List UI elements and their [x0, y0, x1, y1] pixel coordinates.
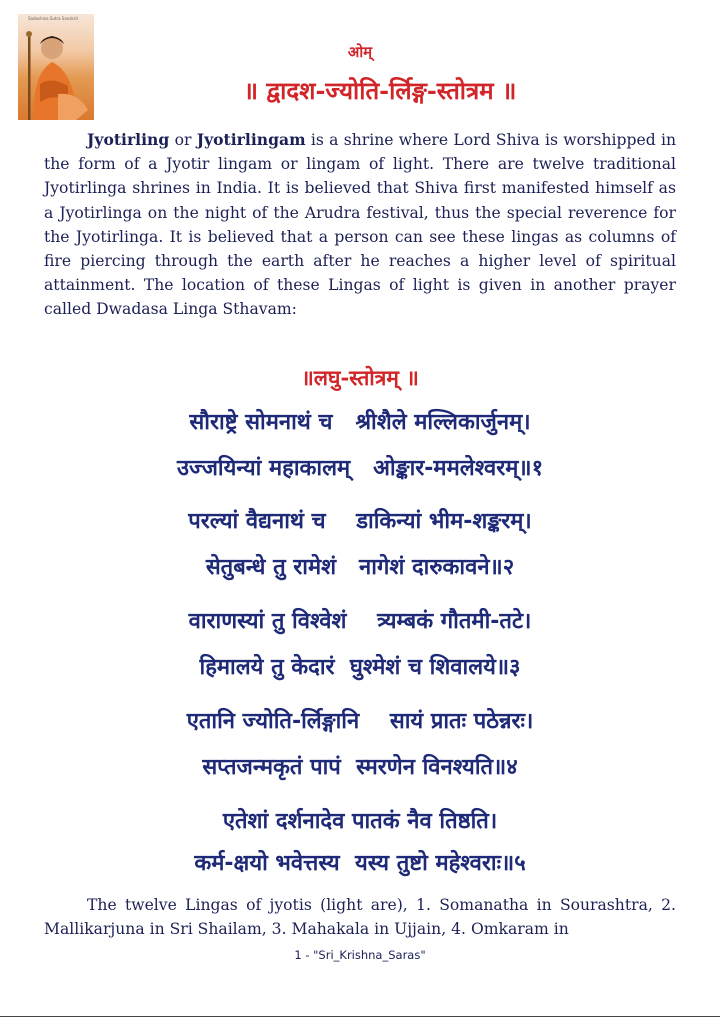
- verse-line-9: एतेशां दर्शनादेव पातकं नैव तिष्ठति।: [222, 809, 498, 834]
- section-subtitle: ॥लघु-स्तोत्रम् ॥: [301, 365, 419, 390]
- closing-paragraph: The twelve Lingas of jyotis (light are), 1. Somanatha in Sourashtra, 2. Mallikarjuna in Sri Shailam, 3. Mahakala in Ujjain, 4. Omkaram in: [44, 896, 676, 939]
- verse-line-3: परल्यां वैद्यनाथं च डाकिन्यां भीम-शङ्करम्।: [188, 509, 532, 534]
- verse-line-4: सेतुबन्धे तु रामेशं नागेशं दारुकावने॥२: [205, 555, 515, 580]
- page-title: ॥ द्वादश-ज्योति-र्लिङ्ग-स्तोत्रम ॥: [243, 76, 517, 105]
- verse-line-6: हिमालये तु केदारं घुश्मेशं च शिवालये॥३: [199, 655, 521, 680]
- portrait-caption: Sadashiva Sutra Sanskrit: [28, 16, 79, 21]
- verse-line-7: एतानि ज्योति-र्लिङ्गानि सायं प्रातः पठेन्नरः।: [186, 709, 534, 734]
- intro-text: is a shrine where Lord Shiva is worshipped in the form of a Jyotir lingam or lingam of light. There are twelve traditional Jyotirlinga shrines in India. It is believed that Shiva first manifested himself as a Jyotirlinga on the night of the Arudra festival, thus the special reverence for the Jyotirlinga. It is believed that a person can see these lingas as columns of fire piercing through the earth after he reaches a higher level of spiritual attainment. The location of these Lingas of light is given in another prayer called Dwadasa Linga Sthavam:: [44, 131, 676, 319]
- intro-or: or: [169, 131, 197, 149]
- term-jyotirlingam: Jyotirlingam: [196, 130, 306, 149]
- page-footer: 1 - "Sri_Krishna_Saras": [294, 948, 426, 962]
- verse-line-10: कर्म-क्षयो भवेत्तस्य यस्य तुष्टो महेश्वराः॥५: [194, 851, 526, 876]
- saint-portrait-image: [18, 14, 94, 120]
- intro-paragraph: [44, 128, 676, 322]
- bottom-rule: [0, 1016, 720, 1017]
- verse-line-5: वाराणस्यां तु विश्वेशं त्र्यम्बकं गौतमी-तटे।: [188, 609, 532, 634]
- om-heading: ओम्: [347, 43, 373, 61]
- verse-line-1: सौराष्ट्रे सोमनाथं च श्रीशैले मल्लिकार्जुनम्।: [189, 410, 531, 435]
- verse-line-2: उज्जयिन्यां महाकालम् ओङ्कार-ममलेश्वरम्॥१: [176, 456, 544, 481]
- verse-line-8: सप्तजन्मकृतं पापं स्मरणेन विनश्यति॥४: [202, 755, 518, 780]
- saint-figure-icon: [18, 14, 94, 120]
- term-jyotirling: Jyotirling: [87, 130, 170, 149]
